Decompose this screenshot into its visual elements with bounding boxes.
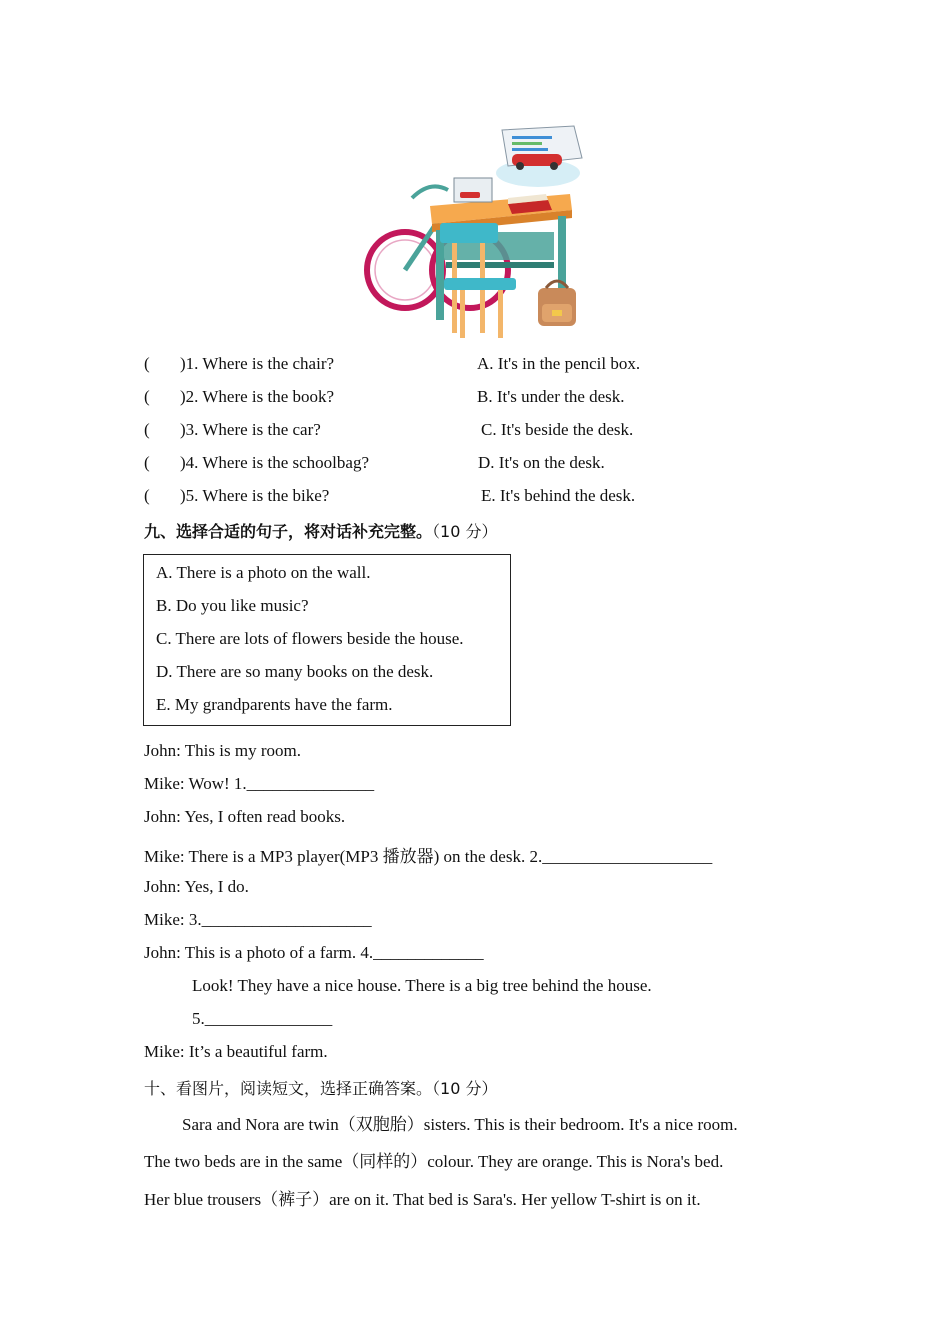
dialogue-line: Look! They have a nice house. There is a big tree behind the house. bbox=[192, 976, 652, 995]
section-10-title: 十、看图片，阅读短文，选择正确答案。 bbox=[144, 1079, 433, 1098]
option-item: D. There are so many books on the desk. bbox=[156, 662, 434, 681]
dialogue-line-blank[interactable]: John: This is a photo of a farm. 4._____________ bbox=[144, 943, 484, 962]
dialogue-line-blank[interactable]: Mike: 3.____________________ bbox=[144, 910, 372, 929]
desk-scene-illustration bbox=[360, 118, 600, 343]
matching-row bbox=[144, 451, 844, 475]
options-box bbox=[143, 554, 511, 726]
matching-row bbox=[144, 385, 844, 409]
answer-option: C. It's beside the desk. bbox=[481, 420, 634, 439]
passage-line: Her blue trousers（裤子）are on it. That bed is Sara's. Her yellow T-shirt is on it. bbox=[144, 1190, 701, 1209]
question-text: )1. Where is the chair? bbox=[180, 354, 335, 373]
option-item: B. Do you like music? bbox=[156, 596, 309, 615]
car-icon bbox=[496, 126, 582, 187]
answer-paren[interactable]: ( bbox=[144, 453, 150, 472]
dialogue-line-blank[interactable]: Mike: Wow! 1._______________ bbox=[144, 774, 375, 793]
section-9-title: 九、选择合适的句子，将对话补充完整。 bbox=[144, 522, 433, 541]
dialogue-line: John: Yes, I often read books. bbox=[144, 807, 346, 826]
dialogue-line: John: This is my room. bbox=[144, 741, 301, 760]
matching-row bbox=[144, 418, 844, 442]
section-10-heading bbox=[144, 1076, 497, 1099]
passage-line: Sara and Nora are twin（双胞胎）sisters. This is their bedroom. It's a nice room. bbox=[182, 1115, 738, 1134]
option-item: A. There is a photo on the wall. bbox=[156, 563, 371, 582]
question-text: )4. Where is the schoolbag? bbox=[180, 453, 369, 472]
pencil-box-icon bbox=[454, 178, 492, 202]
dialogue-line: John: Yes, I do. bbox=[144, 877, 249, 896]
question-text: )5. Where is the bike? bbox=[180, 486, 330, 505]
dialogue-line: Mike: It’s a beautiful farm. bbox=[144, 1042, 328, 1061]
option-item: C. There are lots of flowers beside the house. bbox=[156, 629, 464, 648]
question-text: )2. Where is the book? bbox=[180, 387, 335, 406]
answer-paren[interactable]: ( bbox=[144, 354, 150, 373]
answer-paren[interactable]: ( bbox=[144, 420, 150, 439]
dialogue-line-blank[interactable]: Mike: There is a MP3 player(MP3 播放器) on the desk. 2.____________________ bbox=[144, 847, 713, 866]
matching-row bbox=[144, 484, 844, 508]
answer-option: A. It's in the pencil box. bbox=[477, 354, 641, 373]
section-10-score: （10 分） bbox=[432, 1079, 498, 1098]
answer-paren[interactable]: ( bbox=[144, 486, 150, 505]
question-text: )3. Where is the car? bbox=[180, 420, 321, 439]
dialogue-line-blank[interactable]: 5._______________ bbox=[192, 1009, 333, 1028]
section-9-heading bbox=[144, 519, 497, 542]
option-item: E. My grandparents have the farm. bbox=[156, 695, 393, 714]
answer-option: D. It's on the desk. bbox=[478, 453, 605, 472]
passage-line: The two beds are in the same（同样的）colour. They are orange. This is Nora's bed. bbox=[144, 1152, 724, 1171]
schoolbag-icon bbox=[538, 281, 576, 326]
section-9-score: （10 分） bbox=[432, 522, 498, 541]
answer-paren[interactable]: ( bbox=[144, 387, 150, 406]
answer-option: B. It's under the desk. bbox=[477, 387, 625, 406]
answer-option: E. It's behind the desk. bbox=[481, 486, 636, 505]
matching-row bbox=[144, 352, 844, 376]
